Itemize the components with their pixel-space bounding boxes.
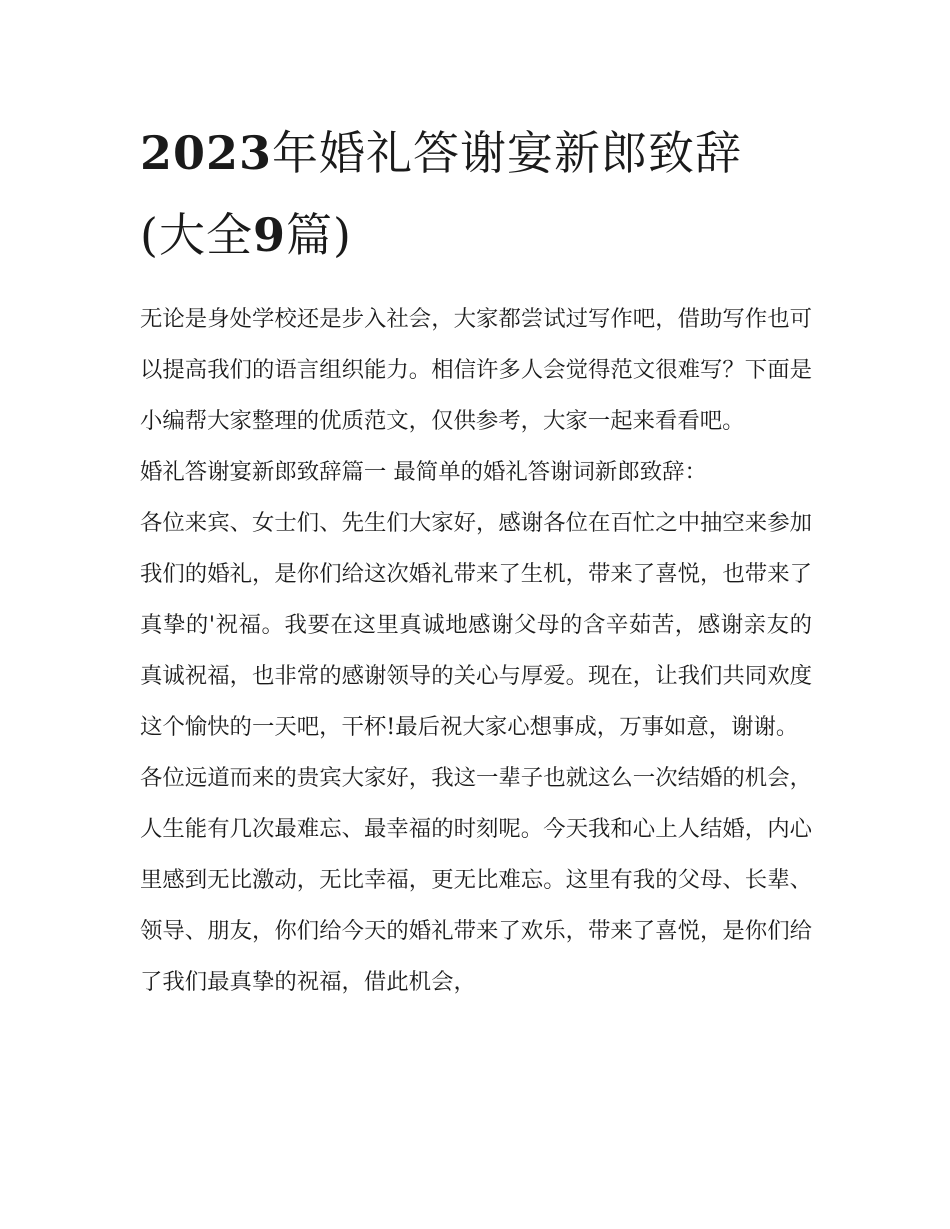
title-main: 年婚礼答谢宴新郎致辞	[272, 126, 743, 180]
body-paragraph: 各位来宾、女士们、先生们大家好，感谢各位在百忙之中抽空来参加我们的婚礼，是你们给这次婚礼带来了生机，带来了喜悦，也带来了真挚的'祝福。我要在这里真诚地感谢父母的含辛茹苦，感谢亲友的真诚祝福，也非常的感谢领导的关心与厚爱。现在，让我们共同欢度这个愉快的一天吧，干杯!最后祝大家心想事成，万事如意，谢谢。	[140, 510, 812, 740]
document-title	[140, 112, 812, 276]
document-body	[140, 294, 812, 1008]
section-heading: 婚礼答谢宴新郎致辞篇一 最简单的婚礼答谢词新郎致辞：	[140, 459, 707, 485]
title-paren-open: (大全	[140, 208, 253, 262]
title-number: 9	[252, 208, 286, 262]
title-year: 2023	[140, 126, 273, 180]
body-paragraph: 各位远道而来的贵宾大家好，我这一辈子也就这么一次结婚的机会，人生能有几次最难忘、最幸福的时刻呢。今天我和心上人结婚，内心里感到无比激动，无比幸福，更无比难忘。这里有我的父母、长辈、领导、朋友，你们给今天的婚礼带来了欢乐，带来了喜悦，是你们给了我们最真挚的祝福，借此机会，	[140, 765, 812, 995]
document-page	[140, 112, 812, 1008]
title-paren-close: 篇)	[285, 208, 352, 262]
intro-paragraph: 无论是身处学校还是步入社会，大家都尝试过写作吧，借助写作也可以提高我们的语言组织能力。相信许多人会觉得范文很难写？下面是小编帮大家整理的优质范文，仅供参考，大家一起来看看吧。	[140, 306, 812, 434]
